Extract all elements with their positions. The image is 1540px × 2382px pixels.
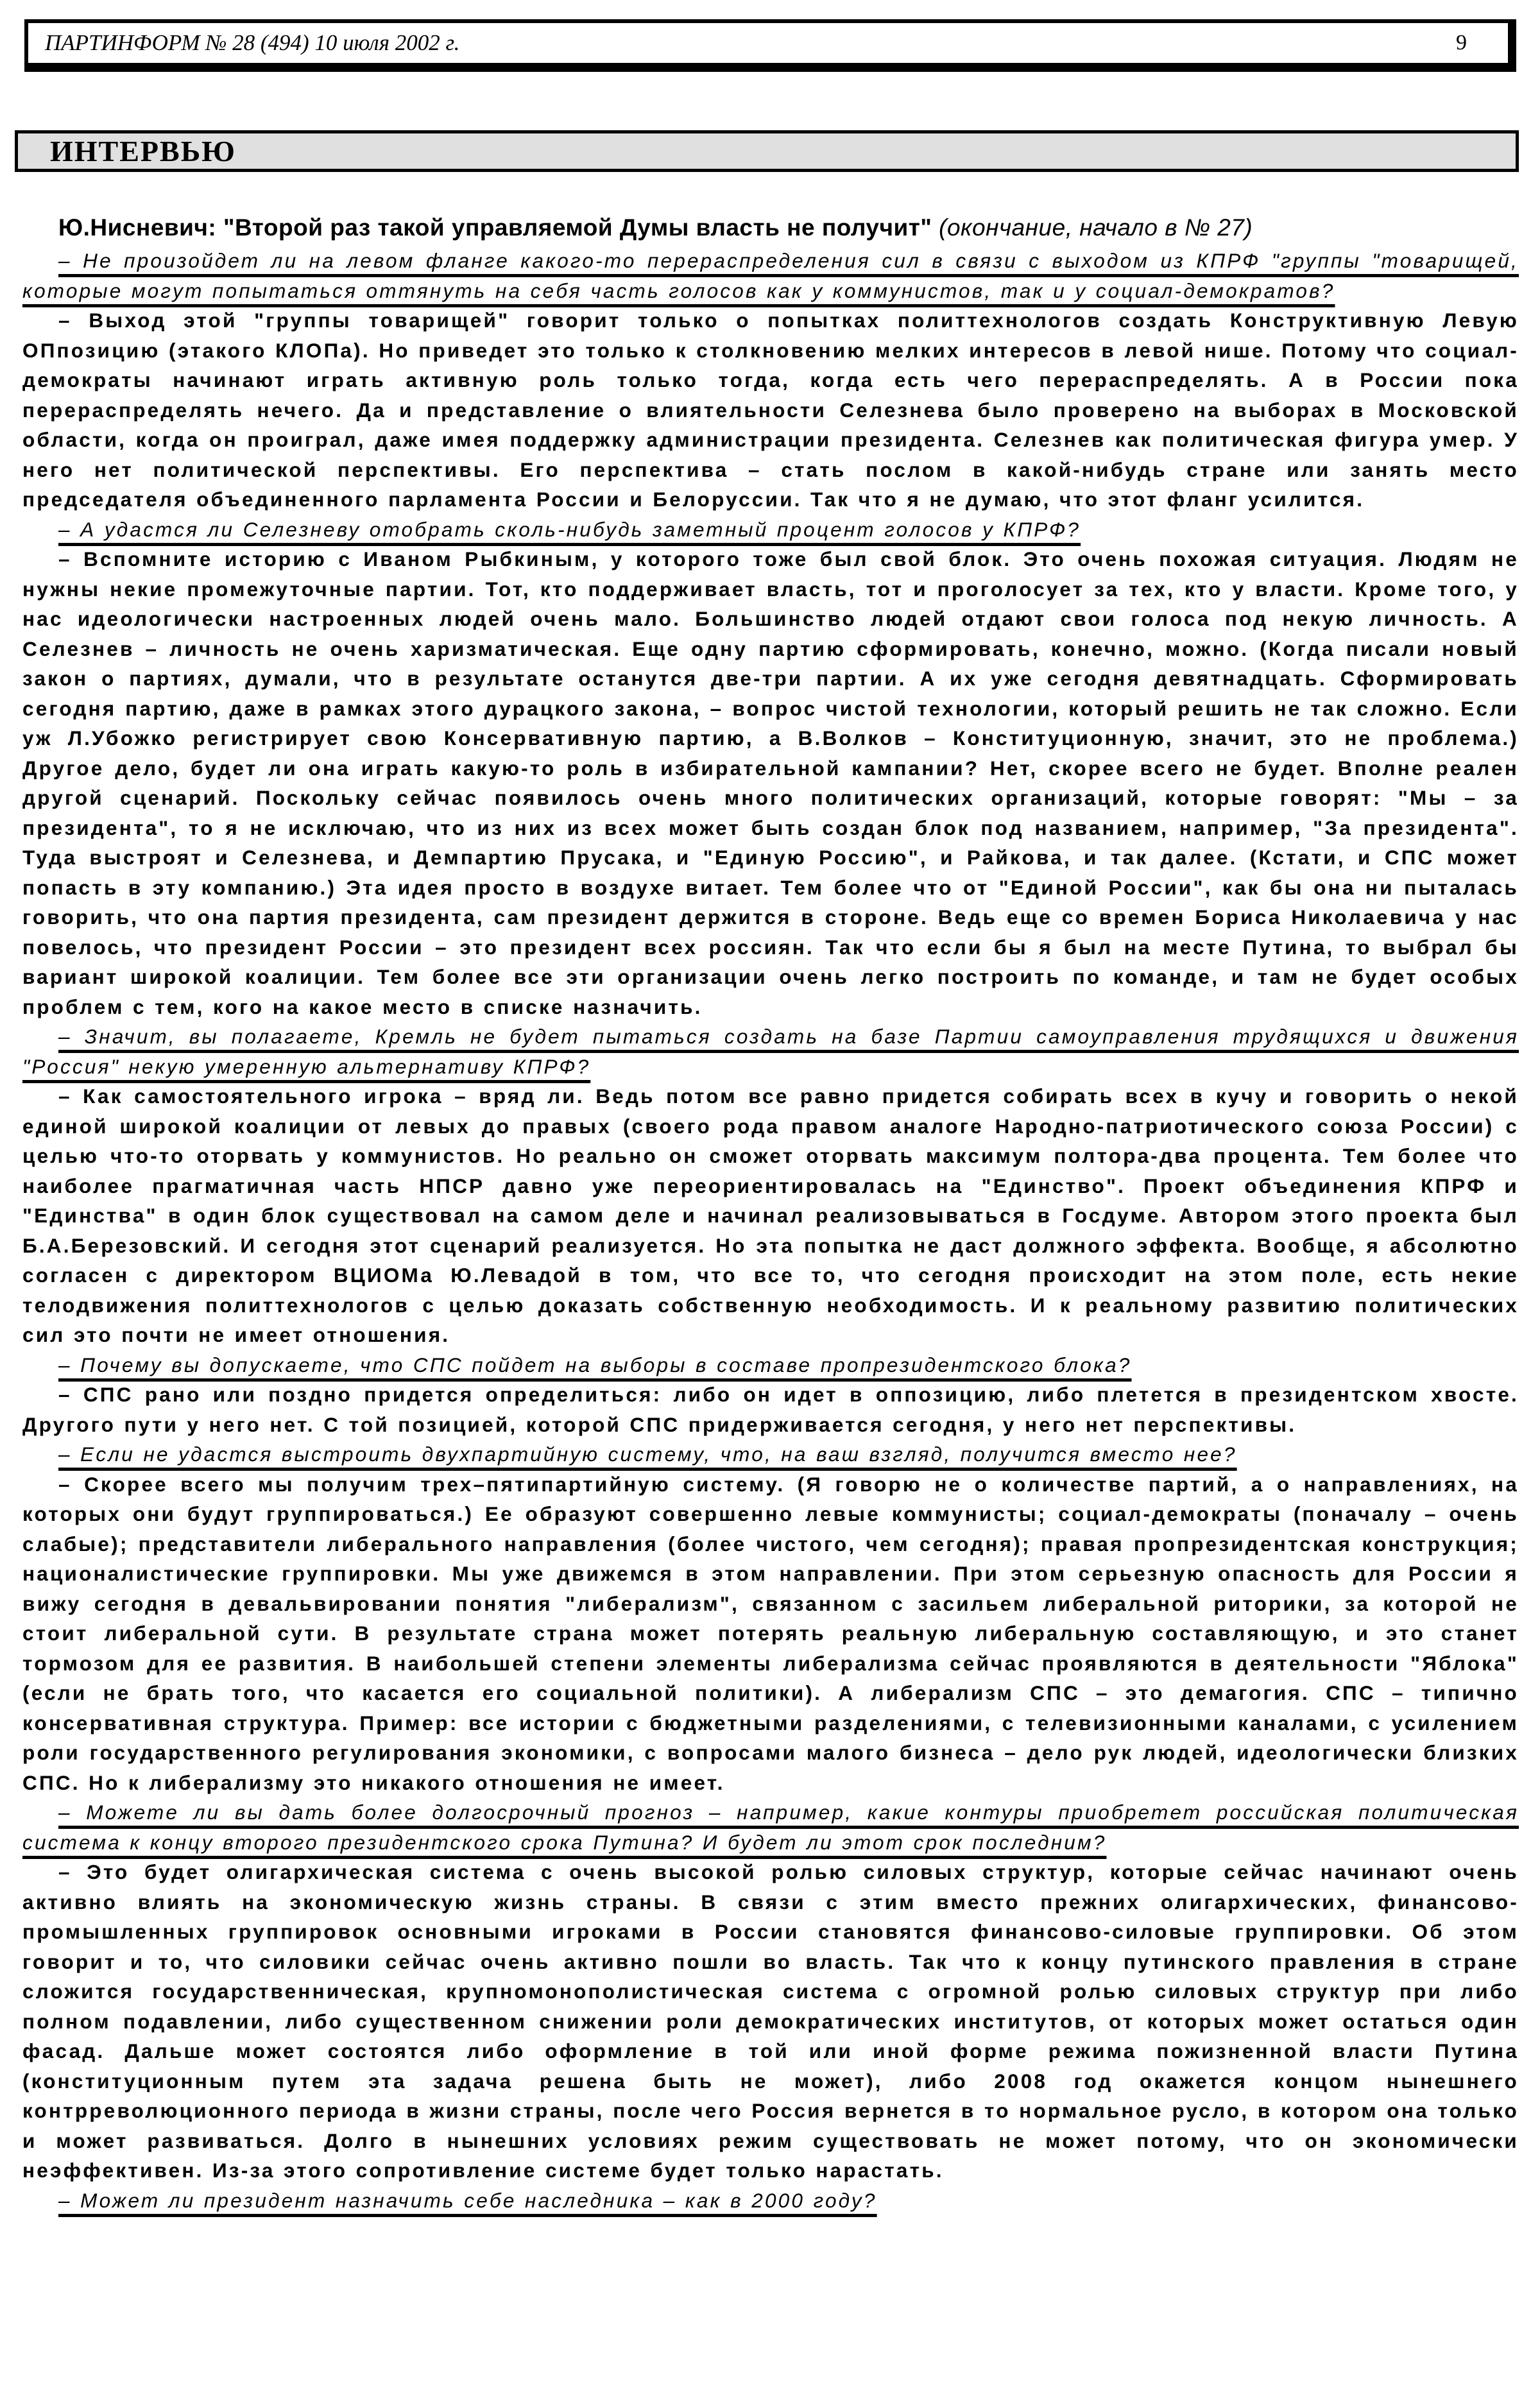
interview-answer: – СПС рано или поздно придется определиться: либо он идет в оппозицию, либо плетется в президентском хвосте. Другого пути у него нет. С той позицией, которой СПС придерживается сегодня, у него нет перспективы. [22,1383,1519,1436]
masthead-box [24,19,1516,72]
section-label: ИНТЕРВЬЮ [50,135,236,167]
interview-answer: – Скорее всего мы получим трех–пятипартийную систему. (Я говорю не о количестве партий, а о направлениях, на которых они будут группироваться.) Ее образуют совершенно левые коммунисты; социал-демократы (поначалу – очень слабые); представители либерального направления (более чистого, чем сегодня); правая пропрезидентская конструкция; националистические группировки. Мы уже движемся в этом направлении. При этом серьезную опасность для России я вижу сегодня в девальвировании понятия "либерализм", связанном с засильем либеральной риторики, за которой не стоит либеральной сути. В результате страна может потерять реальную либеральную составляющую, и это станет тормозом для ее развития. В наибольшей степени элементы либерализма сейчас проявляются в деятельности "Яблока" (если не брать того, что касается его социальной политики). А либерализм СПС – это демагогия. СПС – типично консервативная структура. Пример: все истории с бюджетными разделениями, с телевизионными каналами, с усилением роли государственного регулирования экономики, с вопросами малого бизнеса – дело рук людей, идеологически близких СПС. Но к либерализму это никакого отношения не имеет. [22,1472,1519,1794]
article-title-main: Ю.Нисневич: "Второй раз такой управляемой Думы власть не получит" [58,214,932,241]
issue-title: ПАРТИНФОРМ № 28 (494) 10 июля 2002 г. [45,30,460,55]
interview-question: – Можете ли вы дать более долгосрочный прогноз – например, какие контуры приобретет российская политическая система к концу второго президентского срока Путина? И будет ли этот срок последним? [22,1801,1519,1854]
interview-answer: – Вспомните историю с Иваном Рыбкиным, у которого тоже был свой блок. Это очень похожая ситуация. Людям не нужны некие промежуточные партии. Тот, кто поддерживает власть, тот и проголосует за тех, кто у власти. Кроме того, у нас идеологически настроенных людей очень мало. Большинство людей отдают свои голоса под некую личность. А Селезнев – личность не очень харизматическая. Еще одну партию сформировать, конечно, можно. (Когда писали новый закон о партиях, думали, что в результате останутся две-три партии. А их уже сегодня девятнадцать. Сформировать сегодня партию, даже в рамках этого дурацкого закона, – вопрос чистой технологии, который решить не так сложно. Если уж Л.Убожко регистрирует свою Консервативную партию, а В.Волков – Конституционную, значит, это не проблема.) Другое дело, будет ли она играть какую-то роль в избирательной кампании? Нет, скорее всего не будет. Вполне реален другой сценарий. Поскольку сейчас появилось очень много политических организаций, которые говорят: "Мы – за президента", то я не исключаю, что из них из всех может быть создан блок под названием, например, "За президента". Туда выстроят и Селезнева, и Демпартию Прусака, и "Единую Россию", и Райкова, и так далее. (Кстати, и СПС может попасть в эту компанию.) Эта идея просто в воздухе витает. Тем более что от "Единой России", как бы она ни пыталась говорить, что она партия президента, сам президент держится в стороне. Ведь еще со времен Бориса Николаевича у нас повелось, что президент России – это президент всех россиян. Так что если бы я был на месте Путина, то выбрал бы вариант широкой коалиции. Тем более все эти организации очень легко построить по команде, и там не будет особых проблем с тем, кого на какое место в списке назначить. [22,547,1519,1018]
interview-question: – Почему вы допускаете, что СПС пойдет на выборы в составе пропрезидентского блока? [58,1353,1132,1376]
interview-answer: – Как самостоятельного игрока – вряд ли. Ведь потом все равно придется собирать всех в кучу и говорить о некой единой широкой коалиции от левых до правых (своего рода правом аналоге Народно-патриотического союза России) с целью что-то оторвать у коммунистов. Но реально он сможет оторвать максимум полтора-два процента. Тем более что наиболее прагматичная часть НПСР давно уже переориентировалась на "Единство". Проект объединения КПРФ и "Единства" в один блок существовал на самом деле и начинал реализовываться в Госдуме. Автором этого проекта был Б.А.Березовский. И сегодня этот сценарий реализуется. Но эта попытка не даст должного эффекта. Вообще, я абсолютно согласен с директором ВЦИОМа Ю.Левадой в том, что все то, что сегодня происходит на этом поле, есть некие телодвижения политтехнологов с целью доказать собственную необходимость. И к реальному развитию политических сил это почти не имеет отношения. [22,1084,1519,1346]
page-number: 9 [1456,31,1467,55]
interview-question: – Значит, вы полагаете, Кремль не будет пытаться создать на базе Партии самоуправления трудящихся и движения "Россия" некую умеренную альтернативу КПРФ? [22,1025,1519,1078]
interview-question: – Если не удастся выстроить двухпартийную систему, что, на ваш взгляд, получится вместо нее? [58,1443,1237,1466]
interview-article [22,212,1519,2215]
interview-answer: – Это будет олигархическая система с очень высокой ролью силовых структур, которые сейчас начинают очень активно влиять на экономическую жизнь страны. В связи с этим вместо прежних олигархических, финансово-промышленных группировок основными игроками в России становятся финансово-силовые группировки. Об этом говорит и то, что силовики сейчас очень активно пошли во власть. Так что к концу путинского правления в стране сложится государственническая, крупномонополистическая система с огромной ролью силовых структур при либо полном подавлении, либо существенном снижении роли демократических институтов, от которых может остаться один фасад. Дальше может состоятся либо оформление в той или иной форме режима пожизненной власти Путина (конституционным путем эта задача решена быть не может), либо 2008 год окажется концом нынешнего контрреволюционного периода в жизни страны, после чего Россия вернется в то нормальное русло, в котором она только и может развиваться. Долго в нынешних условиях режим существовать не может потому, что он экономически неэффективен. Из-за этого сопротивление системе будет только нарастать. [22,1860,1519,2182]
interview-question: – Может ли президент назначить себе наследника – как в 2000 году? [58,2188,877,2212]
interview-question: – А удастся ли Селезневу отобрать сколь-нибудь заметный процент голосов у КПРФ? [58,517,1081,541]
interview-question: – Не произойдет ли на левом фланге какого-то перераспределения сил в связи с выходом из КПРФ "группы "товарищей, которые могут попытаться оттянуть на себя часть голосов как у коммунистов, так и у социал-демократов? [22,249,1519,302]
article-title [22,212,1519,243]
section-header-bar [15,130,1519,172]
interview-answer: – Выход этой "группы товарищей" говорит только о попытках политтехнологов создать Конструктивную Левую ОПпозицию (этакого КЛОПа). Но приведет это только к столкновению мелких интересов в левой нише. Потому что социал-демократы начинают играть активную роль только тогда, когда есть чего перераспределять. А в России пока перераспределять нечего. Да и представление о влиятельности Селезнева было проверено на выборах в Московской области, когда он проиграл, даже имея поддержку администрации президента. Селезнев как политическая фигура умер. У него нет политической перспективы. Его перспектива – стать послом в какой-нибудь стране или занять место председателя объединенного парламента России и Белоруссии. Так что я не думаю, что этот фланг усилится. [22,309,1519,511]
article-title-note: (окончание, начало в № 27) [932,214,1253,241]
